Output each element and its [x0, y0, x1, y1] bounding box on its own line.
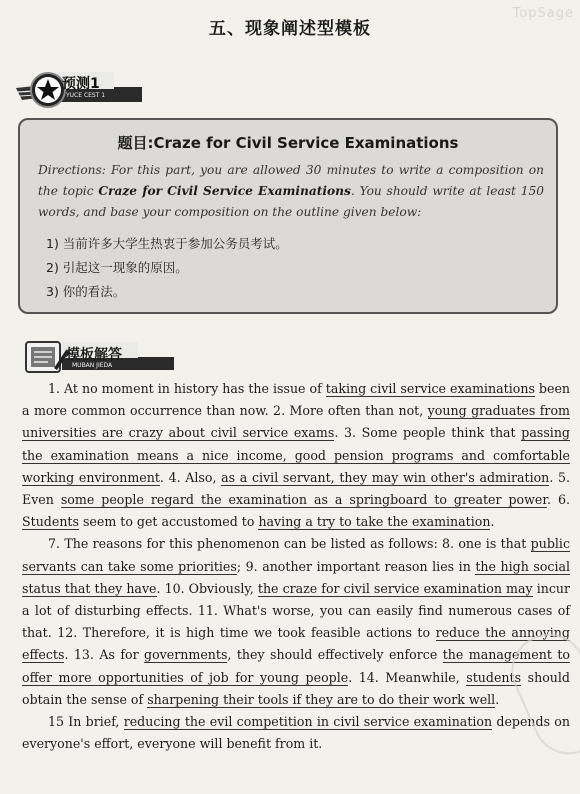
underlined-phrase: taking civil service examinations	[325, 381, 535, 396]
outline-item: 1) 当前许多大学生热衷于参加公务员考试。	[46, 236, 288, 251]
underlined-phrase: public servants can take some priorities	[22, 536, 570, 574]
directions-topic: Craze for Civil Service Examinations	[98, 184, 351, 198]
essay-text: . 4. Also,	[159, 469, 222, 485]
outline-item: 2) 引起这一现象的原因。	[46, 260, 188, 275]
essay-text: . 10. Obviously,	[156, 580, 258, 596]
essay-text: 15 In brief,	[48, 714, 124, 730]
underlined-phrase: the craze for civil service examination may	[257, 580, 533, 596]
underlined-phrase: as a civil servant, they may win other's admiration	[221, 469, 550, 485]
underlined-phrase: passing the examination means a nice income, good pension programs and comfortable working environment	[22, 425, 570, 485]
essay-text: 1. At no moment in history has the issue of	[48, 381, 326, 396]
prediction-badge	[14, 70, 144, 110]
essay-text: .	[490, 514, 495, 530]
essay-text: ; 9. another important reason lies in	[236, 558, 476, 574]
template-answer-badge	[22, 338, 182, 376]
essay-text: depends on everyone's effort, everyone will benefit from it.	[22, 714, 571, 752]
page-title: 五、现象阐述型模板	[209, 19, 371, 39]
outline-list	[46, 232, 288, 304]
essay-text: .	[495, 691, 500, 707]
essay-text: seem to get accustomed to	[78, 514, 259, 530]
outline-item: 3) 你的看法。	[46, 284, 126, 299]
directions-part: Directions: For this part, you are allowed 30 minutes to write a composition on the topic	[38, 163, 544, 198]
underlined-phrase: governments	[144, 647, 228, 663]
essay-text: , they should effectively enforce	[227, 647, 443, 663]
essay-text: been a more common occurrence than now. 2. More often than not,	[22, 381, 571, 419]
directions-part: . You should write at least 150 words, and base your composition on the outline given below:	[38, 184, 544, 219]
underlined-phrase: the management to offer more opportunities of job for young people	[22, 647, 571, 685]
underlined-phrase: some people regard the examination as a springboard to greater power	[60, 492, 547, 508]
essay-text: should obtain the sense of	[22, 669, 570, 707]
essay-text: . 14. Meanwhile,	[348, 669, 467, 685]
essay-text: . 5. Even	[22, 469, 571, 508]
prompt-heading: 题目:Craze for Civil Service Examinations	[117, 134, 459, 152]
essay-text: . 6.	[547, 492, 570, 508]
essay-paragraph-3	[22, 711, 570, 755]
essay-text: . 13. As for	[64, 647, 145, 663]
essay-text: . 3. Some people think that	[334, 425, 522, 441]
essay-text: incur a lot of disturbing effects. 11. What's worse, you can easily find numerous cases of that. 12. Therefore, it is high time we took feasible actions to	[22, 580, 571, 641]
essay-paragraph-1	[22, 378, 570, 533]
essay-paragraph-2	[22, 533, 570, 711]
essay-body	[22, 378, 570, 755]
underlined-phrase: reducing the evil competition in civil service examination	[123, 714, 493, 730]
badge-title: 预测1	[62, 76, 100, 92]
underlined-phrase: having a try to take the examination	[258, 514, 491, 530]
watermark: TopSage	[512, 6, 574, 21]
underlined-phrase: reduce the annoying effects	[22, 625, 570, 663]
badge-subtitle: YUCE CEST 1	[66, 92, 106, 99]
underlined-phrase: the high social status that they have	[22, 558, 571, 596]
underlined-phrase: Students	[22, 514, 79, 530]
directions-text	[38, 160, 544, 223]
underlined-phrase: sharpening their tools if they are to do their work well	[147, 691, 496, 707]
essay-text: 7. The reasons for this phenomenon can be listed as follows: 8. one is that	[48, 536, 531, 552]
badge-subtitle: MUBAN JIEDA	[72, 362, 113, 369]
prompt-box	[18, 118, 558, 314]
badge-title: 模板解答	[66, 347, 122, 363]
underlined-phrase: students	[466, 669, 522, 685]
underlined-phrase: young graduates from universities are crazy about civil service exams	[22, 403, 570, 441]
